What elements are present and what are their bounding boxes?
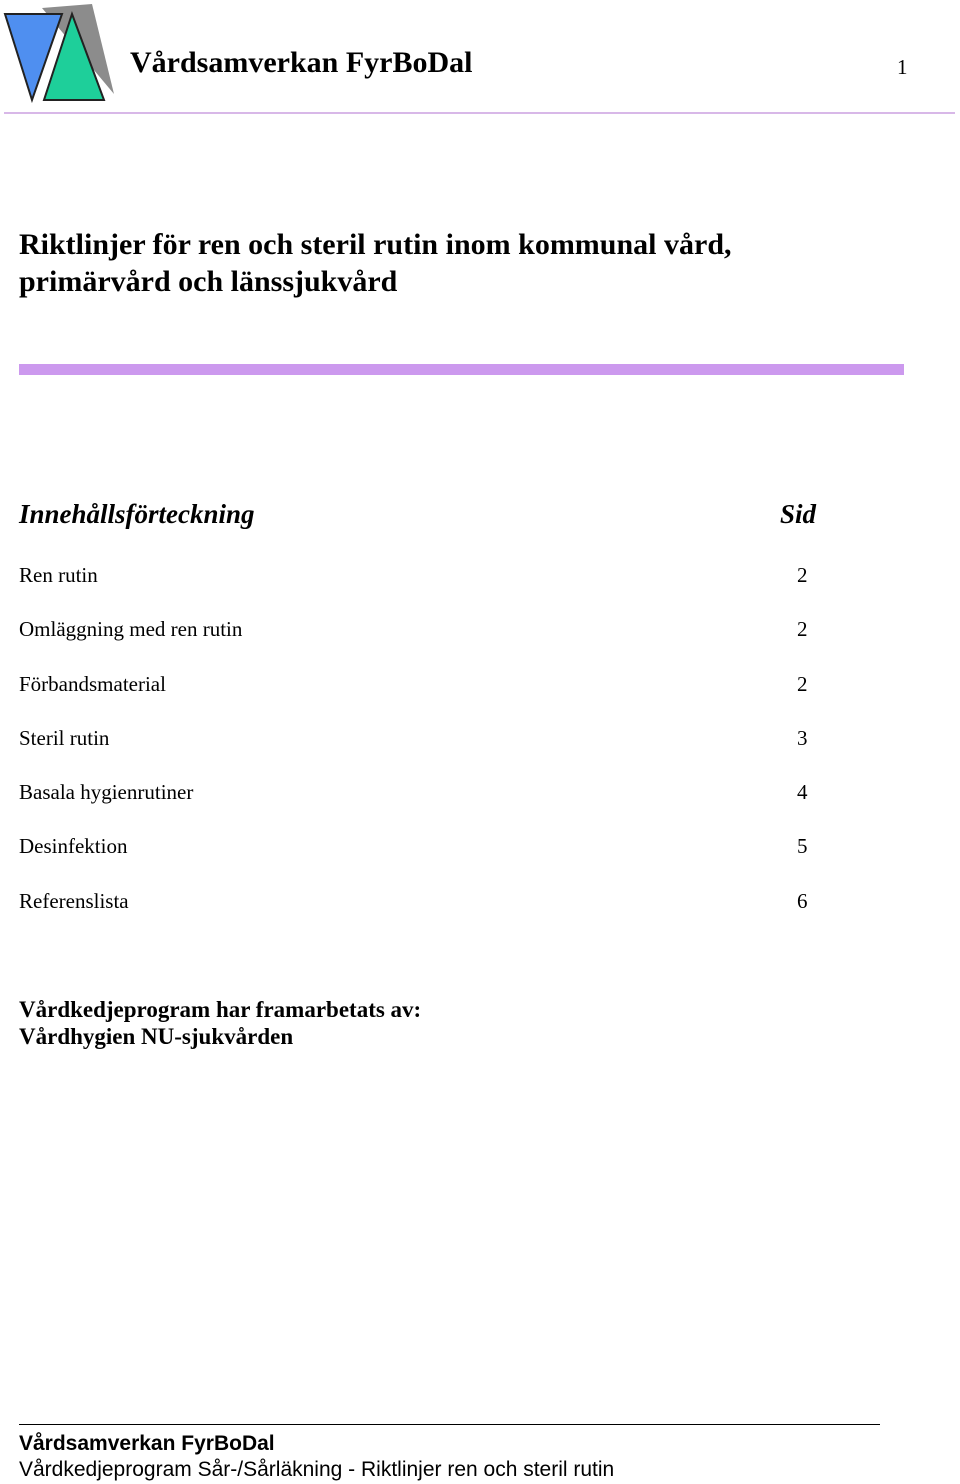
toc-entry-omlaggning[interactable] [19,614,819,668]
table-of-contents [19,560,819,940]
authors-block [19,996,421,1050]
footer-divider [19,1424,880,1425]
toc-entry-forbandsmaterial[interactable] [19,669,819,723]
document-title [19,226,919,300]
toc-entry-referenslista[interactable] [19,886,819,940]
toc-entry-basala-hygienrutiner[interactable] [19,777,819,831]
toc-entry-label: Omläggning med ren rutin [19,617,243,642]
footer-organization: Vårdsamverkan FyrBoDal [19,1432,275,1455]
accent-bar [19,364,904,375]
page-number: 1 [897,55,908,79]
toc-entry-label: Basala hygienrutiner [19,780,194,805]
page-footer [19,1431,614,1483]
toc-entry-page: 2 [797,671,808,696]
toc-entry-label: Ren rutin [19,563,98,587]
toc-entry-label: Desinfektion [19,834,128,859]
header-title: Vårdsamverkan FyrBoDal [130,46,473,79]
toc-entry-page: 6 [797,888,808,913]
fyrbodal-logo-icon [2,2,118,104]
toc-heading: Innehållsförteckning [19,499,255,529]
toc-entry-page: 2 [797,617,808,642]
toc-page-heading: Sid [780,499,817,529]
document-title-line-2: primärvård och länssjukvård [19,265,398,298]
document-title-line-1: Riktlinjer för ren och steril rutin inom kommunal vård, [19,228,732,261]
footer-program: Vårdkedjeprogram Sår-/Sårläkning - Riktlinjer ren och steril rutin [19,1458,615,1481]
toc-entry-ren-rutin[interactable] [19,560,819,614]
accent-bar-fill [19,364,904,375]
toc-entry-label: Steril rutin [19,725,110,750]
toc-entry-label: Förbandsmaterial [19,671,166,696]
toc-header [19,496,819,532]
authors-intro: Vårdkedjeprogram har framarbetats av: [19,997,422,1022]
authors-organization: Vårdhygien NU-sjukvården [19,1024,294,1049]
toc-entry-page: 3 [797,725,808,750]
toc-entry-page: 4 [797,780,808,805]
toc-entry-steril-rutin[interactable] [19,723,819,777]
toc-entry-page: 5 [797,834,808,859]
header-divider [4,112,955,114]
toc-entry-page: 2 [797,563,808,587]
toc-entry-label: Referenslista [19,888,129,913]
toc-entry-desinfektion[interactable] [19,831,819,885]
